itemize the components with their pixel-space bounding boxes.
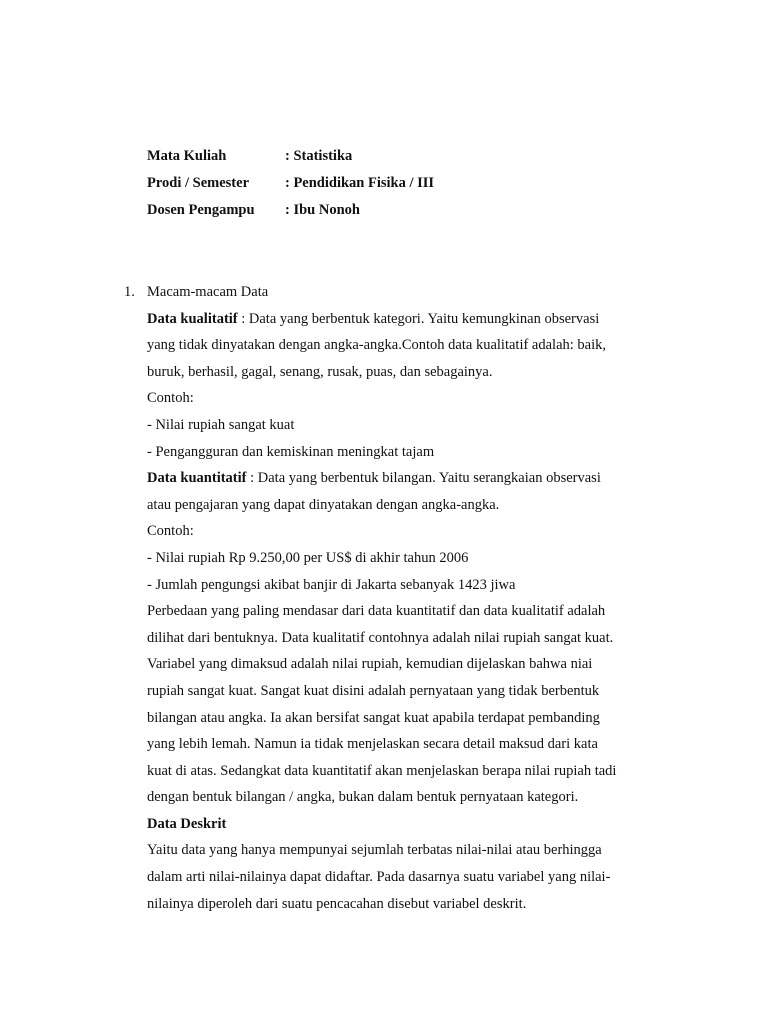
header-row-mata-kuliah	[147, 147, 352, 165]
perbedaan-line-5: bilangan atau angka. Ia akan bersifat sangat kuat apabila terdapat pembanding	[147, 709, 600, 726]
kuantitatif-example-1: - Nilai rupiah Rp 9.250,00 per US$ di akhir tahun 2006	[147, 549, 469, 566]
kualitatif-definition: : Data yang berbentuk kategori. Yaitu kemungkinan observasi	[237, 310, 600, 327]
kualitatif-line-3: buruk, berhasil, gagal, senang, rusak, puas, dan sebagainya.	[147, 363, 493, 380]
section-number: 1.	[124, 284, 135, 300]
perbedaan-line-7: kuat di atas. Sedangkat data kuantitatif akan menjelaskan berapa nilai rupiah tadi	[147, 762, 617, 779]
kuantitatif-line-1	[147, 465, 647, 492]
kualitatif-line-1	[147, 306, 647, 333]
section-body	[147, 279, 647, 917]
prodi-label: Prodi / Semester	[147, 175, 250, 191]
kuantitatif-term: Data kuantitatif	[147, 470, 247, 487]
kuantitatif-definition: : Data yang berbentuk bilangan. Yaitu serangkaian observasi	[246, 470, 601, 487]
mata-kuliah-value: : Statistika	[285, 148, 353, 164]
perbedaan-line-2: dilihat dari bentuknya. Data kualitatif contohnya adalah nilai rupiah sangat kuat.	[147, 629, 614, 646]
dosen-value: : Ibu Nonoh	[285, 202, 360, 218]
deskrit-heading: Data Deskrit	[147, 815, 227, 832]
dosen-label: Dosen Pengampu	[147, 202, 255, 218]
perbedaan-line-8: dengan bentuk bilangan / angka, bukan dalam bentuk pernyataan kategori.	[147, 789, 579, 806]
kualitatif-line-2: yang tidak dinyatakan dengan angka-angka.Contoh data kualitatif adalah: baik,	[147, 337, 607, 354]
kualitatif-example-1: - Nilai rupiah sangat kuat	[147, 416, 295, 433]
kuantitatif-contoh-label: Contoh:	[147, 523, 194, 540]
kualitatif-contoh-label: Contoh:	[147, 390, 194, 407]
header-row-prodi	[147, 174, 434, 192]
section-title: Macam-macam Data	[147, 284, 269, 300]
kuantitatif-line-2: atau pengajaran yang dapat dinyatakan dengan angka-angka.	[147, 496, 500, 513]
deskrit-line-2: dalam arti nilai-nilainya dapat didaftar. Pada dasarnya suatu variabel yang nilai-	[147, 869, 611, 886]
kuantitatif-example-2: - Jumlah pengungsi akibat banjir di Jakarta sebanyak 1423 jiwa	[147, 576, 516, 593]
deskrit-line-1: Yaitu data yang hanya mempunyai sejumlah terbatas nilai-nilai atau berhingga	[147, 842, 602, 859]
perbedaan-line-4: rupiah sangat kuat. Sangat kuat disini adalah pernyataan yang tidak berbentuk	[147, 682, 600, 699]
prodi-value: : Pendidikan Fisika / III	[285, 175, 435, 191]
perbedaan-line-3: Variabel yang dimaksud adalah nilai rupiah, kemudian dijelaskan bahwa niai	[147, 656, 593, 673]
header-row-dosen	[147, 201, 360, 219]
perbedaan-line-6: yang lebih lemah. Namun ia tidak menjelaskan secara detail maksud dari kata	[147, 736, 598, 753]
kualitatif-example-2: - Pengangguran dan kemiskinan meningkat tajam	[147, 443, 435, 460]
perbedaan-line-1: Perbedaan yang paling mendasar dari data kuantitatif dan data kualitatif adalah	[147, 603, 606, 620]
mata-kuliah-label: Mata Kuliah	[147, 148, 227, 164]
deskrit-line-3: nilainya diperoleh dari suatu pencacahan disebut variabel deskrit.	[147, 895, 527, 912]
kualitatif-term: Data kualitatif	[147, 310, 238, 327]
